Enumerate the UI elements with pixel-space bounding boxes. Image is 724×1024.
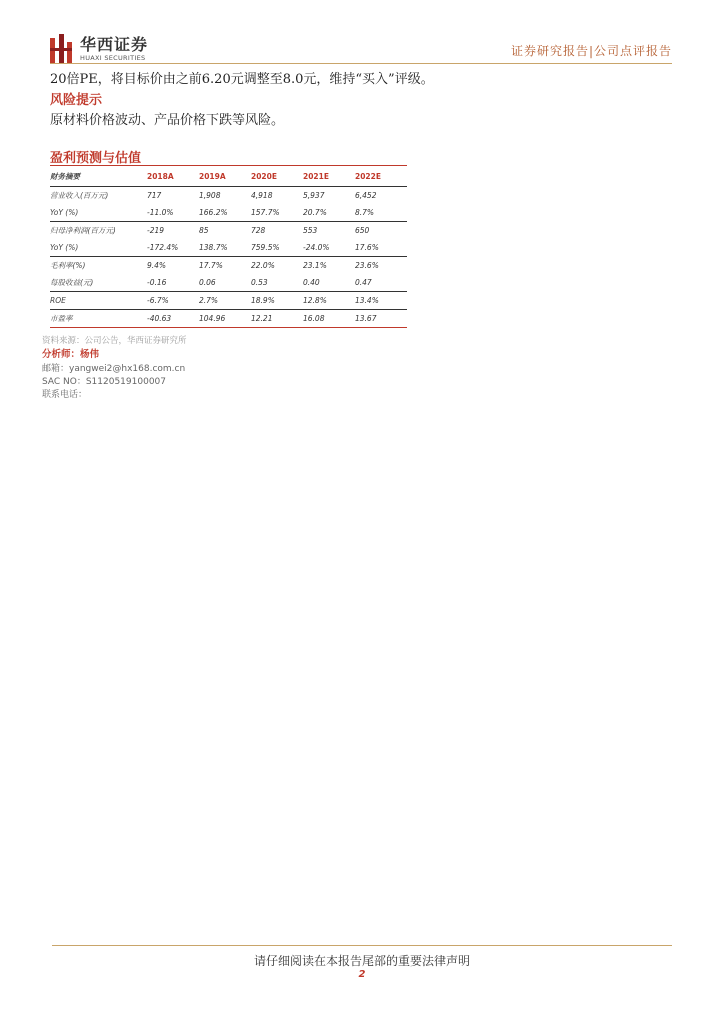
valuation-paragraph: 20倍PE，将目标价由之前6.20元调整至8.0元，维持“买入”评级。 (50, 72, 434, 87)
logo-english-name: HUAXI SECURITIES (80, 54, 146, 62)
row-label: 每股收益(元) (50, 278, 94, 287)
table-cell: 717 (147, 191, 162, 200)
table-cell: 553 (303, 226, 318, 235)
table-cell: 13.4% (355, 296, 379, 305)
table-cell: 5,937 (303, 191, 325, 200)
table-row (50, 256, 407, 274)
financial-summary-table (50, 165, 407, 328)
table-header-cell: 财务摘要 (50, 171, 80, 181)
table-row (50, 309, 407, 328)
table-cell: 17.6% (355, 243, 379, 252)
analyst-name: 分析师：杨伟 (42, 349, 100, 360)
page-number: 2 (358, 969, 366, 980)
report-type-label: 证券研究报告|公司点评报告 (510, 44, 672, 58)
table-cell: 16.08 (303, 314, 325, 323)
table-header-cell: 2018A (147, 171, 174, 181)
table-cell: 166.2% (199, 208, 228, 217)
huaxi-logo-icon (50, 34, 72, 64)
table-row (50, 221, 407, 239)
table-cell: 13.67 (355, 314, 377, 323)
table-cell: 85 (199, 226, 209, 235)
row-label: YoY (%) (50, 208, 79, 217)
header-divider (50, 63, 672, 64)
footer-divider (52, 945, 672, 946)
table-cell: 23.1% (303, 261, 327, 270)
row-label: 毛利率(%) (50, 261, 86, 270)
row-label: 归母净利润(百万元) (50, 226, 116, 235)
table-cell: 6,452 (355, 191, 377, 200)
row-label: ROE (50, 296, 66, 305)
table-cell: -24.0% (303, 243, 330, 252)
table-cell: 2.7% (199, 296, 219, 305)
table-cell: -11.0% (147, 208, 174, 217)
analyst-sac-number: SAC NO：S1120519100007 (42, 377, 166, 387)
table-row (50, 204, 407, 221)
table-cell: 12.21 (251, 314, 273, 323)
table-cell: 4,918 (251, 191, 273, 200)
table-row (50, 274, 407, 291)
table-row (50, 291, 407, 309)
analyst-phone: 联系电话： (42, 390, 88, 400)
table-cell: 12.8% (303, 296, 327, 305)
row-label: YoY (%) (50, 243, 79, 252)
table-header-row (50, 166, 407, 186)
table-cell: 1,908 (199, 191, 221, 200)
table-header-cell: 2022E (355, 171, 381, 181)
table-cell: 22.0% (251, 261, 275, 270)
table-cell: 0.40 (303, 278, 320, 287)
table-cell: 17.7% (199, 261, 223, 270)
table-cell: -219 (147, 226, 165, 235)
table-cell: 759.5% (251, 243, 280, 252)
financial-forecast-title: 盈利预测与估值 (50, 151, 142, 166)
table-cell: 728 (251, 226, 266, 235)
table-cell: 8.7% (355, 208, 375, 217)
table-row (50, 186, 407, 204)
risk-section-title: 风险提示 (50, 93, 103, 108)
table-cell: 0.06 (199, 278, 216, 287)
table-cell: 9.4% (147, 261, 167, 270)
table-cell: 104.96 (199, 314, 226, 323)
company-logo (50, 34, 148, 64)
table-cell: -6.7% (147, 296, 169, 305)
table-row (50, 239, 407, 256)
table-header-cell: 2019A (199, 171, 226, 181)
table-cell: -40.63 (147, 314, 172, 323)
table-cell: -172.4% (147, 243, 179, 252)
table-cell: 18.9% (251, 296, 275, 305)
table-cell: 20.7% (303, 208, 327, 217)
row-label: 市盈率 (50, 314, 73, 323)
table-cell: 0.47 (355, 278, 372, 287)
table-header-cell: 2020E (251, 171, 277, 181)
risk-paragraph: 原材料价格波动、产品价格下跌等风险。 (50, 113, 285, 128)
table-cell: 650 (355, 226, 370, 235)
analyst-email: 邮箱：yangwei2@hx168.com.cn (42, 364, 186, 374)
table-cell: 23.6% (355, 261, 379, 270)
legal-disclaimer-note: 请仔细阅读在本报告尾部的重要法律声明 (253, 954, 470, 968)
table-cell: 138.7% (199, 243, 228, 252)
table-cell: -0.16 (147, 278, 167, 287)
table-cell: 157.7% (251, 208, 280, 217)
table-cell: 0.53 (251, 278, 268, 287)
row-label: 营业收入(百万元) (50, 191, 109, 200)
logo-chinese-name: 华西证券 (80, 35, 149, 54)
table-source-note: 资料来源：公司公告，华西证券研究所 (42, 336, 187, 346)
table-header-cell: 2021E (303, 171, 329, 181)
